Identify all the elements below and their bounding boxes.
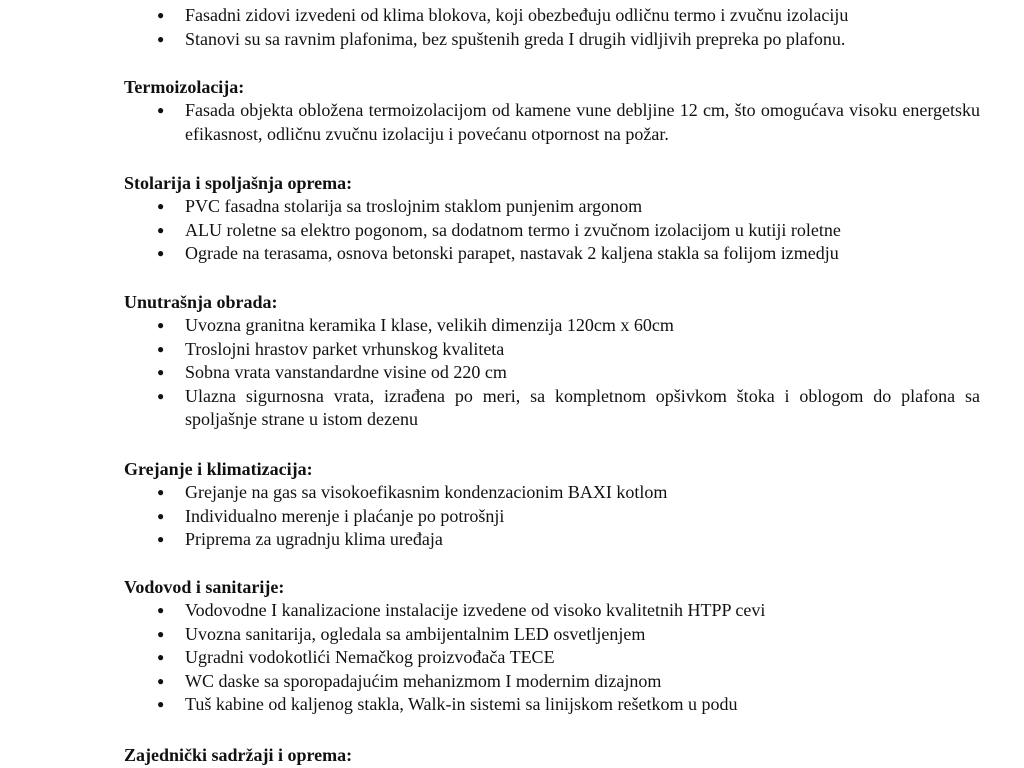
bullet-icon: ● [157, 485, 165, 499]
list-item-text: Individualno merenje i plaćanje po potrošnji [185, 505, 505, 526]
section-grejanje [124, 458, 980, 552]
list-item-text: ALU roletne sa elektro pogonom, sa dodatnom termo i zvučnom izolacijom u kutiji roletne [185, 219, 841, 240]
bullet-icon: ● [157, 603, 165, 617]
list-item [124, 693, 980, 717]
section-heading: Unutrašnja obrada: [124, 292, 278, 312]
list-item [124, 195, 980, 219]
section-zajednicki-sadrzaji [124, 744, 980, 767]
list-item-text: Tuš kabine od kaljenog stakla, Walk-in sistemi sa linijskom rešetkom u podu [185, 694, 738, 714]
list-item [124, 528, 980, 552]
bullet-icon: ● [157, 650, 165, 664]
section-structure [124, 4, 980, 51]
list-item-text: Fasada objekta obložena termoizolacijom od kamene vune debljine 12 cm, što omogućava visoku energetsku efikasnost, odličnu zvučnu izolaciju i povećanu otpornost na požar. [185, 100, 980, 144]
list-item-text: PVC fasadna stolarija sa troslojnim staklom punjenim argonom [185, 196, 643, 216]
list-item-text: Vodovodne I kanalizacione instalacije izvedene od visoko kvalitetnih HTPP cevi [185, 600, 766, 620]
section-heading: Zajednički sadržaji i oprema: [124, 745, 353, 765]
section-stolarija [124, 172, 980, 266]
list-item-text: Uvozna granitna keramika I klase, velikih dimenzija 120cm x 60cm [185, 315, 674, 335]
bullet-list [124, 314, 980, 432]
list-item [124, 670, 980, 694]
list-item [124, 99, 980, 146]
section-heading: Vodovod i sanitarije: [124, 577, 285, 597]
section-vodovod [124, 576, 980, 717]
list-item [124, 505, 980, 529]
list-item [124, 385, 980, 432]
section-termoizolacija [124, 76, 980, 146]
bullet-icon: ● [157, 8, 165, 22]
bullet-icon: ● [157, 103, 165, 117]
list-item [124, 646, 980, 670]
bullet-icon: ● [157, 508, 165, 523]
list-item-text: Ograde na terasama, osnova betonski parapet, nastavak 2 kaljena stakla sa folijom izmedju [185, 243, 839, 263]
list-item [124, 481, 980, 505]
section-heading: Termoizolacija: [124, 77, 245, 97]
bullet-icon: ● [157, 199, 165, 213]
bullet-list [124, 599, 980, 717]
section-heading: Grejanje i klimatizacija: [124, 459, 313, 479]
list-item-text: Ulazna sigurnosna vrata, izrađena po meri, sa kompletnom opšivkom štoka i oblogom do plafona sa spoljašnje strane u istom dezenu [185, 385, 980, 429]
bullet-icon: ● [157, 31, 165, 46]
list-item [124, 314, 980, 338]
list-item-text: Stanovi su sa ravnim plafonima, bez spuštenih greda I drugih vidljivih prepreka po plafonu. [185, 28, 846, 49]
list-item-text: Priprema za ugradnju klima uređaja [185, 529, 443, 549]
section-heading: Stolarija i spoljašnja oprema: [124, 173, 353, 193]
list-item [124, 361, 980, 385]
list-item-text: Uvozna sanitarija, ogledala sa ambijentalnim LED osvetljenjem [185, 623, 646, 644]
list-item-text: Grejanje na gas sa visokoefikasnim kondenzacionim BAXI kotlom [185, 482, 668, 502]
bullet-icon: ● [157, 388, 165, 403]
bullet-icon: ● [157, 222, 165, 237]
list-item-text: Fasadni zidovi izvedeni od klima blokova, koji obezbeđuju odličnu termo i zvučnu izolaciju [185, 5, 849, 25]
bullet-icon: ● [157, 673, 165, 688]
bullet-icon: ● [157, 532, 165, 546]
list-item [124, 599, 980, 623]
list-item [124, 219, 980, 243]
bullet-icon: ● [157, 341, 165, 356]
list-item [124, 623, 980, 647]
bullet-icon: ● [157, 626, 165, 641]
section-unutrasnja-obrada [124, 291, 980, 432]
bullet-list [124, 4, 980, 51]
list-item-text: Ugradni vodokotlići Nemačkog proizvođača TECE [185, 647, 555, 667]
bullet-list [124, 99, 980, 146]
bullet-icon: ● [157, 246, 165, 260]
bullet-icon: ● [157, 697, 165, 711]
list-item-text: WC daske sa sporopadajućim mehanizmom I modernim dizajnom [185, 670, 662, 691]
list-item [124, 242, 980, 266]
bullet-icon: ● [157, 365, 165, 379]
bullet-list [124, 481, 980, 552]
bullet-icon: ● [157, 318, 165, 332]
bullet-list [124, 195, 980, 266]
list-item [124, 4, 980, 28]
list-item [124, 28, 980, 52]
list-item-text: Troslojni hrastov parket vrhunskog kvaliteta [185, 338, 505, 359]
list-item [124, 338, 980, 362]
list-item-text: Sobna vrata vanstandardne visine od 220 cm [185, 362, 507, 382]
